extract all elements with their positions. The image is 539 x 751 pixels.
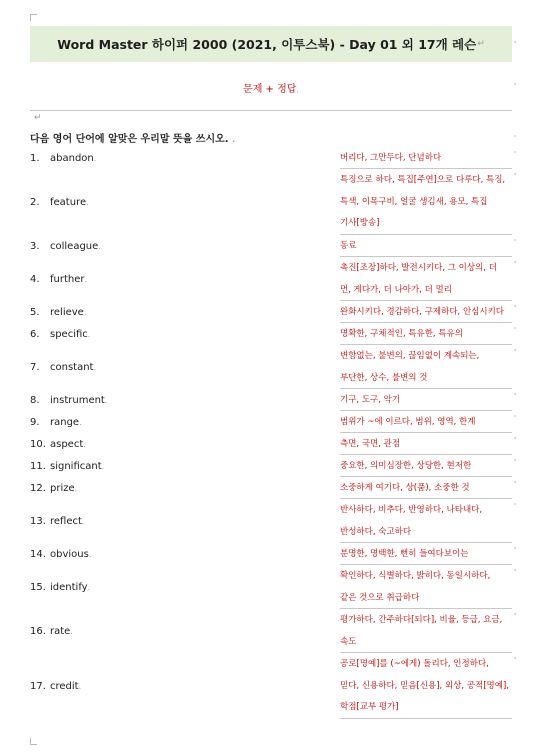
cell-end-mark-icon: ' [514,436,517,445]
meaning-cell [340,565,512,609]
word-cell: 5. relieve . [30,306,87,318]
korean-meaning-line: 학점[교부 평가] [340,702,399,713]
document-title: Word Master 하이퍼 2000 (2021, 이투스북) - Day 01 외 17개 레슨 [57,37,477,52]
korean-meaning-line: 변함없는, 불변의, 끊임없이 계속되는, [340,351,480,361]
table-row [30,257,517,301]
korean-meaning-line: 속도 [340,636,357,647]
meaning-cell [340,653,512,719]
word-cell: 3. colleague . [30,240,101,252]
meaning-cell [340,499,512,543]
meaning-cell [340,389,512,411]
paragraph-mark-icon: ↵ [477,39,485,49]
cell-end-mark-icon: ' [514,238,517,247]
word-number: 12. [30,482,46,494]
cell-end-mark-icon: ' [514,546,517,555]
cell-end-mark-icon: ' [514,82,517,91]
word-number: 17. [30,680,46,692]
word-number: 8. [30,394,40,406]
table-row [30,169,517,235]
word-number: 11. [30,460,46,472]
korean-meaning-line: 기구, 도구, 악기 [340,395,401,405]
korean-meaning-line: 같은 것으로 취급하다 [340,592,420,603]
word-number: 7. [30,361,40,373]
korean-meaning-line: 믿다, 신용하다, 믿음[신용], 외상, 공적[명예], [340,680,509,691]
meaning-cell [340,323,512,345]
english-word: feature [50,196,87,208]
korean-meaning-line: 촉진[조장]하다, 발전시키다, 그 이상의, 더 [340,263,497,273]
korean-meaning-line: 완화시키다, 경감하다, 구제하다, 안심시키다 [340,307,505,317]
korean-meaning-line: 반사하다, 비추다, 반영하다, 나타내다, [340,505,483,515]
word-cell: 14. obvious . [30,548,92,560]
word-cell: 10. aspect . [30,438,86,450]
english-word: significant [50,460,102,472]
instruction-text: 다음 영어 단어에 알맞은 우리말 뜻을 쓰시오. . [30,134,236,145]
cell-end-mark-icon: ' [514,458,517,467]
cell-end-mark-icon: ' [514,502,517,511]
meaning-cell [340,455,512,477]
cell-end-mark-icon: ' [514,656,517,665]
table-row [30,323,517,345]
cell-end-mark-icon: ' [514,260,517,269]
word-cell: 11. significant . [30,460,105,472]
word-cell: 6. specific . [30,328,91,340]
word-cell: 2. feature . [30,196,89,208]
korean-meaning-line: 반성하다, 숙고하다 [340,526,412,537]
english-word: abandon [50,152,94,164]
english-word: rate [50,625,71,637]
korean-meaning-line: 명확한, 구체적인, 특유한, 특유의 [340,329,463,339]
cell-end-mark-icon: ' [514,172,517,181]
word-number: 2. [30,196,40,208]
word-number: 14. [30,548,46,560]
meaning-cell [340,169,512,235]
cell-end-mark-icon: ' [514,568,517,577]
english-word: relieve [50,306,84,318]
table-row [30,411,517,433]
table-row [30,609,517,653]
word-number: 6. [30,328,40,340]
english-word: instrument [50,394,105,406]
table-row [30,565,517,609]
cell-end-mark-icon: ' [514,150,517,159]
paragraph-mark-icon: ↵ [34,113,42,123]
page-corner-marker [30,738,37,745]
word-number: 13. [30,515,46,527]
table-row [30,499,517,543]
word-cell: 1. abandon . [30,152,97,164]
english-word: aspect [50,438,84,450]
korean-meaning-line: 먼, 게다가, 더 나아가, 더 멀리 [340,284,452,295]
cell-end-mark-icon: ' [514,304,517,313]
word-cell: 17. credit . [30,680,82,692]
korean-meaning-line: 공로[명예]를 (~에게) 돌리다, 인정하다, [340,659,489,669]
cell-end-mark-icon: ' [514,40,517,49]
table-row [30,543,517,565]
korean-meaning-line: 확인하다, 식별하다, 밝히다, 동일시하다, [340,571,491,581]
english-word: prize [50,482,75,494]
table-row [30,301,517,323]
korean-meaning-line: 부단한, 상수, 불변의 것 [340,372,428,383]
word-cell: 9. range . [30,416,82,428]
cell-end-mark-icon: ' [514,392,517,401]
word-number: 1. [30,152,40,164]
table-row [30,653,517,719]
word-number: 16. [30,625,46,637]
korean-meaning-line: 평가하다, 간주하다[되다], 비율, 등급, 요금, [340,615,503,625]
word-cell: 12. prize . [30,482,78,494]
korean-meaning-line: 범위가 ~에 이르다, 범위, 영역, 한계 [340,417,476,427]
cell-end-mark-icon: ' [514,612,517,621]
table-row [30,345,517,389]
title-banner [30,26,512,62]
korean-meaning-line: 버리다, 그만두다, 단념하다 [340,153,442,163]
meaning-cell [340,147,512,169]
word-number: 5. [30,306,40,318]
meaning-cell [340,257,512,301]
word-number: 4. [30,273,40,285]
word-cell: 8. instrument . [30,394,108,406]
table-row [30,477,517,499]
meaning-cell [340,433,512,455]
english-word: reflect [50,515,82,527]
meaning-cell [340,477,512,499]
korean-meaning-line: 소중하게 여기다, 상(품), 소중한 것 [340,483,470,493]
english-word: identify [50,581,88,593]
korean-meaning-line: 측면, 국면, 관점 [340,439,401,449]
word-cell: 13. reflect . [30,515,85,527]
english-word: range [50,416,80,428]
english-word: specific [50,328,88,340]
meaning-cell [340,543,512,565]
table-row [30,147,517,169]
meaning-cell [340,345,512,389]
meaning-cell [340,609,512,653]
word-number: 15. [30,581,46,593]
english-word: colleague [50,240,99,252]
cell-end-mark-icon: ' [514,134,517,143]
korean-meaning-line: 동료 [340,241,357,251]
word-number: 3. [30,240,40,252]
divider [30,110,512,111]
cell-end-mark-icon: ' [514,326,517,335]
english-word: obvious [50,548,89,560]
korean-meaning-line: 기사[방송] [340,218,380,229]
word-cell: 7. constant . [30,361,97,373]
english-word: further [50,273,85,285]
word-number: 10. [30,438,46,450]
cell-end-mark-icon: ' [514,348,517,357]
word-cell: 4. further . [30,273,88,285]
subtitle: 문제 + 정답. [243,84,299,95]
table-row [30,389,517,411]
page-corner-marker [30,14,37,21]
word-cell: 16. rate . [30,625,73,637]
english-word: credit [50,680,79,692]
meaning-cell [340,235,512,257]
korean-meaning-line: 특징으로 하다, 특집[주연]으로 다루다, 특징, [340,175,506,185]
cell-end-mark-icon: ' [514,414,517,423]
korean-meaning-line: 특색, 이목구비, 얼굴 생김새, 용모, 특집 [340,196,488,207]
table-row [30,235,517,257]
meaning-cell [340,301,512,323]
meaning-cell [340,411,512,433]
english-word: constant [50,361,94,373]
korean-meaning-line: 분명한, 명백한, 뻔히 들여다보이는 [340,549,469,559]
word-number: 9. [30,416,40,428]
word-cell: 15. identify . [30,581,91,593]
table-row [30,455,517,477]
korean-meaning-line: 중요한, 의미심장한, 상당한, 현저한 [340,461,472,471]
table-row [30,433,517,455]
cell-end-mark-icon: ' [514,480,517,489]
